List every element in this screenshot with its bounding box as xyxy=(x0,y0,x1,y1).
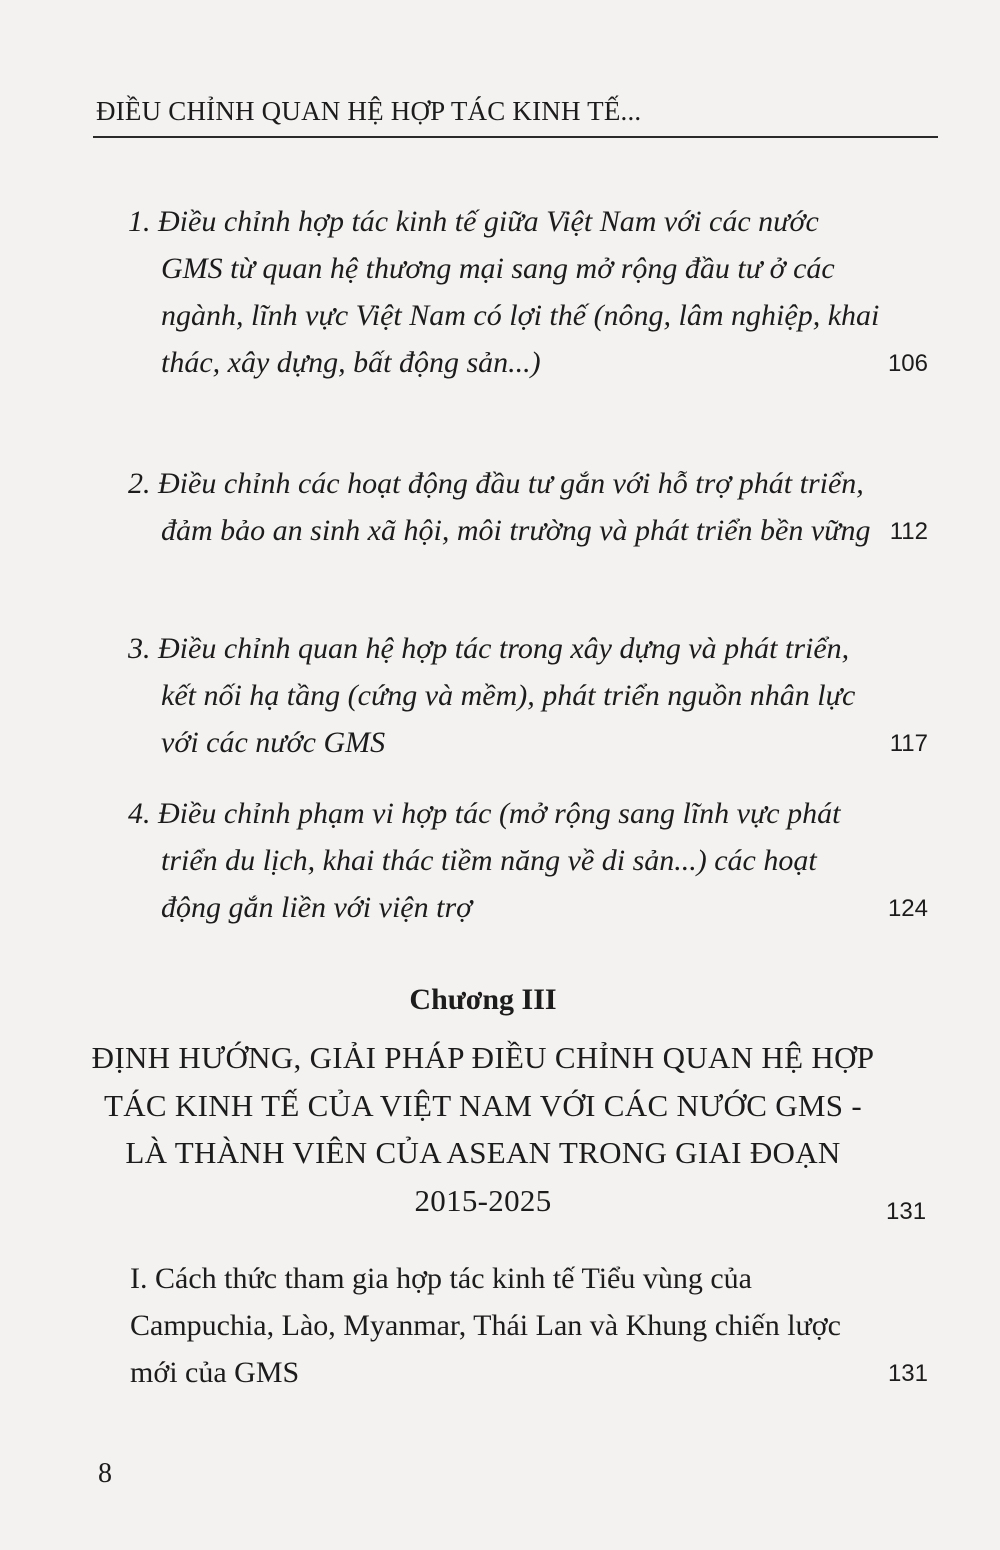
header-rule xyxy=(93,136,938,138)
toc-page-number: 112 xyxy=(889,518,928,545)
toc-section-text: I. Cách thức tham gia hợp tác kinh tế Tiểu vùng của Campuchia, Lào, Myanmar, Thái Lan và Khung chiến lược mới của GMS xyxy=(130,1262,841,1389)
toc-section-1[interactable] xyxy=(130,1255,950,1396)
chapter-page-number: 131 xyxy=(886,1198,927,1225)
chapter-heading[interactable] xyxy=(88,980,878,1224)
toc-entry-3[interactable] xyxy=(128,625,948,766)
toc-entry-text: 2. Điều chỉnh các hoạt động đầu tư gắn với hỗ trợ phát triển, đảm bảo an sinh xã hội, môi trường và phát triển bền vững xyxy=(128,467,871,547)
toc-entry-text: 1. Điều chỉnh hợp tác kinh tế giữa Việt Nam với các nước GMS từ quan hệ thương mại sang mở rộng đầu tư ở các ngành, lĩnh vực Việt Nam có lợi thế (nông, lâm nghiệp, khai thác, xây dựng, bất động sản...) xyxy=(128,205,880,379)
running-header: ĐIỀU CHỈNH QUAN HỆ HỢP TÁC KINH TẾ... xyxy=(96,96,642,126)
toc-page-number: 106 xyxy=(887,350,928,377)
toc-entry-2[interactable] xyxy=(128,460,948,554)
toc-page-number: 124 xyxy=(887,895,928,922)
toc-entry-4[interactable] xyxy=(128,790,948,931)
toc-entry-text: 4. Điều chỉnh phạm vi hợp tác (mở rộng sang lĩnh vực phát triển du lịch, khai thác tiềm năng về di sản...) các hoạt động gắn liền với viện trợ xyxy=(128,797,841,924)
toc-page-number: 131 xyxy=(887,1360,928,1387)
toc-page-number: 117 xyxy=(889,730,928,757)
chapter-title: ĐỊNH HƯỚNG, GIẢI PHÁP ĐIỀU CHỈNH QUAN HỆ HỢP TÁC KINH TẾ CỦA VIỆT NAM VỚI CÁC NƯỚC GMS - LÀ THÀNH VIÊN CỦA ASEAN TRONG GIAI ĐOẠN 2015-2025 xyxy=(91,1040,875,1218)
page-folio: 8 xyxy=(98,1458,112,1489)
chapter-label: Chương III xyxy=(409,983,557,1016)
toc-entry-text: 3. Điều chỉnh quan hệ hợp tác trong xây dựng và phát triển, kết nối hạ tầng (cứng và mềm), phát triển nguồn nhân lực với các nước GMS xyxy=(128,632,856,759)
toc-entry-1[interactable] xyxy=(128,198,948,386)
